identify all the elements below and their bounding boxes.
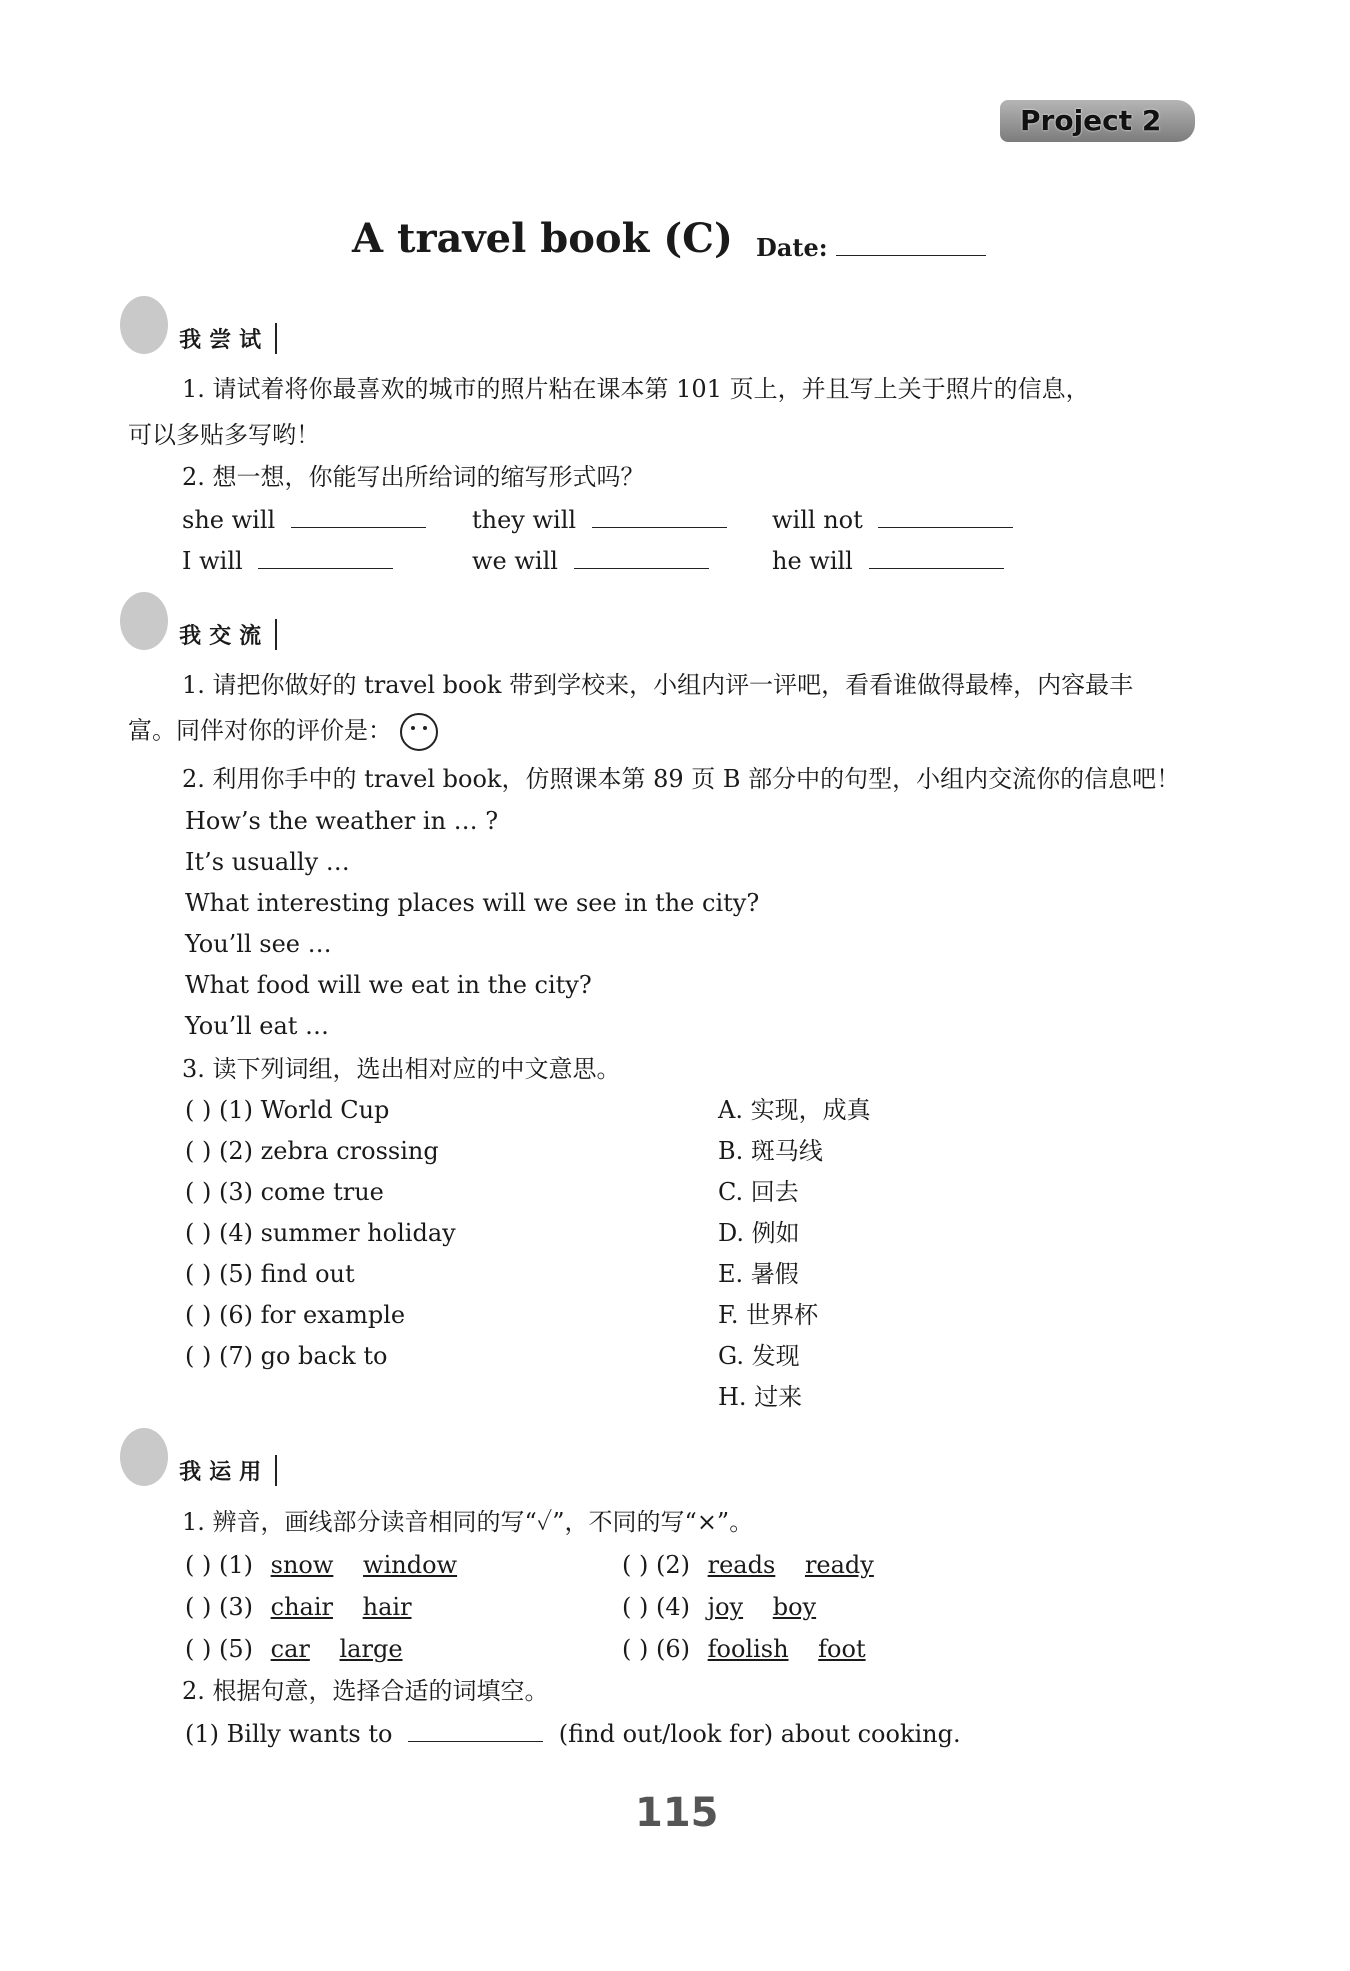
contraction-item [182, 544, 393, 578]
pair-word-b: ready [804, 1551, 874, 1579]
answer-blank[interactable] [574, 546, 709, 569]
pair-word-a: foolish [707, 1635, 789, 1663]
contraction-item [772, 503, 1013, 537]
kids-mascot-icon [120, 592, 168, 650]
pair-number: ( ) (4) [622, 1593, 690, 1621]
option-item: G. 发现 [718, 1342, 800, 1370]
use-q1: 1. 辨音，画线部分读音相同的写“✓”，不同的写“×”。 [182, 1508, 754, 1536]
phrase-item[interactable]: ( ) (5) find out [185, 1260, 355, 1288]
section-share-label: 我交流 [179, 619, 277, 650]
use-q2: 2. 根据句意，选择合适的词填空。 [182, 1677, 549, 1705]
share-q1-cont [128, 713, 438, 751]
try-q1: 1. 请试着将你最喜欢的城市的照片粘在课本第 101 页上，并且写上关于照片的信息， [182, 375, 1090, 403]
answer-blank[interactable] [592, 505, 727, 528]
option-item: D. 例如 [718, 1219, 800, 1247]
section-try-label: 我尝试 [179, 323, 277, 354]
share-q1-cont-text: 富。同伴对你的评价是： [128, 716, 392, 745]
pair-word-a: reads [707, 1551, 776, 1579]
share-q3: 3. 读下列词组，选出相对应的中文意思。 [182, 1055, 621, 1083]
contraction-item [182, 503, 426, 537]
project-tag [1000, 100, 1195, 142]
pair-word-a: snow [270, 1551, 334, 1579]
date-label-text: Date: [756, 233, 828, 262]
dialogue-line: It’s usually … [185, 848, 350, 876]
date-blank[interactable] [836, 233, 986, 256]
contraction-word: he will [772, 547, 853, 575]
page-title: A travel book (C) [352, 215, 733, 262]
option-item: H. 过来 [718, 1383, 803, 1411]
phrase-item[interactable]: ( ) (2) zebra crossing [185, 1137, 439, 1165]
sound-pair[interactable] [185, 1548, 457, 1582]
answer-blank[interactable] [291, 505, 426, 528]
section-use-label: 我运用 [179, 1455, 277, 1486]
phrase-item[interactable]: ( ) (7) go back to [185, 1342, 388, 1370]
option-item: F. 世界杯 [718, 1301, 819, 1329]
phrase-item[interactable]: ( ) (1) World Cup [185, 1096, 390, 1124]
contraction-word: she will [182, 506, 276, 534]
option-item: B. 斑马线 [718, 1137, 823, 1165]
phrase-item[interactable]: ( ) (3) come true [185, 1178, 384, 1206]
girl-mascot-icon [120, 296, 168, 354]
pair-word-a: chair [270, 1593, 333, 1621]
answer-blank[interactable] [408, 1719, 543, 1742]
sound-pair[interactable] [622, 1548, 874, 1582]
girl-mascot-icon [120, 1428, 168, 1486]
pair-number: ( ) (6) [622, 1635, 690, 1663]
share-q2: 2. 利用你手中的 travel book，仿照课本第 89 页 B 部分中的句型，小组内交流你的信息吧！ [182, 765, 1181, 793]
page-number: 115 [635, 1790, 719, 1836]
smiley-face-icon [400, 713, 438, 751]
section-try-header [120, 296, 277, 354]
phrase-item[interactable]: ( ) (4) summer holiday [185, 1219, 456, 1247]
pair-word-b: window [363, 1551, 458, 1579]
fill-sentence-end: (find out/look for) about cooking. [558, 1720, 961, 1748]
contraction-item [772, 544, 1004, 578]
pair-number: ( ) (1) [185, 1551, 253, 1579]
answer-blank[interactable] [878, 505, 1013, 528]
sound-pair[interactable] [185, 1590, 412, 1624]
answer-blank[interactable] [869, 546, 1004, 569]
use-q2-item-1 [185, 1717, 961, 1751]
answer-blank[interactable] [258, 546, 393, 569]
sound-pair[interactable] [622, 1632, 866, 1666]
dialogue-line: You’ll eat … [185, 1012, 330, 1040]
contraction-word: we will [472, 547, 558, 575]
option-item: A. 实现，成真 [718, 1096, 871, 1124]
contraction-word: I will [182, 547, 243, 575]
project-tag-text: Project 2 [1020, 104, 1162, 137]
contraction-item [472, 544, 709, 578]
fill-sentence-start: (1) Billy wants to [185, 1720, 393, 1748]
pair-word-b: foot [818, 1635, 866, 1663]
pair-word-b: boy [772, 1593, 817, 1621]
section-use-header [120, 1428, 277, 1486]
pair-word-b: hair [362, 1593, 412, 1621]
section-share-header [120, 592, 277, 650]
contraction-item [472, 503, 727, 537]
contraction-word: they will [472, 506, 577, 534]
pair-number: ( ) (5) [185, 1635, 253, 1663]
contraction-word: will not [772, 506, 863, 534]
dialogue-line: You’ll see … [185, 930, 332, 958]
phrase-item[interactable]: ( ) (6) for example [185, 1301, 406, 1329]
pair-word-b: large [339, 1635, 403, 1663]
share-q1: 1. 请把你做好的 travel book 带到学校来，小组内评一评吧，看看谁做得最棒，内容最丰 [182, 671, 1134, 699]
pair-word-a: joy [707, 1593, 744, 1621]
option-item: C. 回去 [718, 1178, 799, 1206]
dialogue-line: What food will we eat in the city? [185, 971, 592, 999]
try-q2: 2. 想一想，你能写出所给词的缩写形式吗？ [182, 463, 645, 491]
pair-word-a: car [270, 1635, 310, 1663]
dialogue-line: What interesting places will we see in the city? [185, 889, 760, 917]
try-q1-cont: 可以多贴多写哟！ [128, 421, 320, 449]
sound-pair[interactable] [185, 1632, 403, 1666]
pair-number: ( ) (3) [185, 1593, 253, 1621]
date-label [756, 233, 986, 262]
pair-number: ( ) (2) [622, 1551, 690, 1579]
option-item: E. 暑假 [718, 1260, 799, 1288]
dialogue-line: How’s the weather in … ? [185, 807, 499, 835]
sound-pair[interactable] [622, 1590, 816, 1624]
